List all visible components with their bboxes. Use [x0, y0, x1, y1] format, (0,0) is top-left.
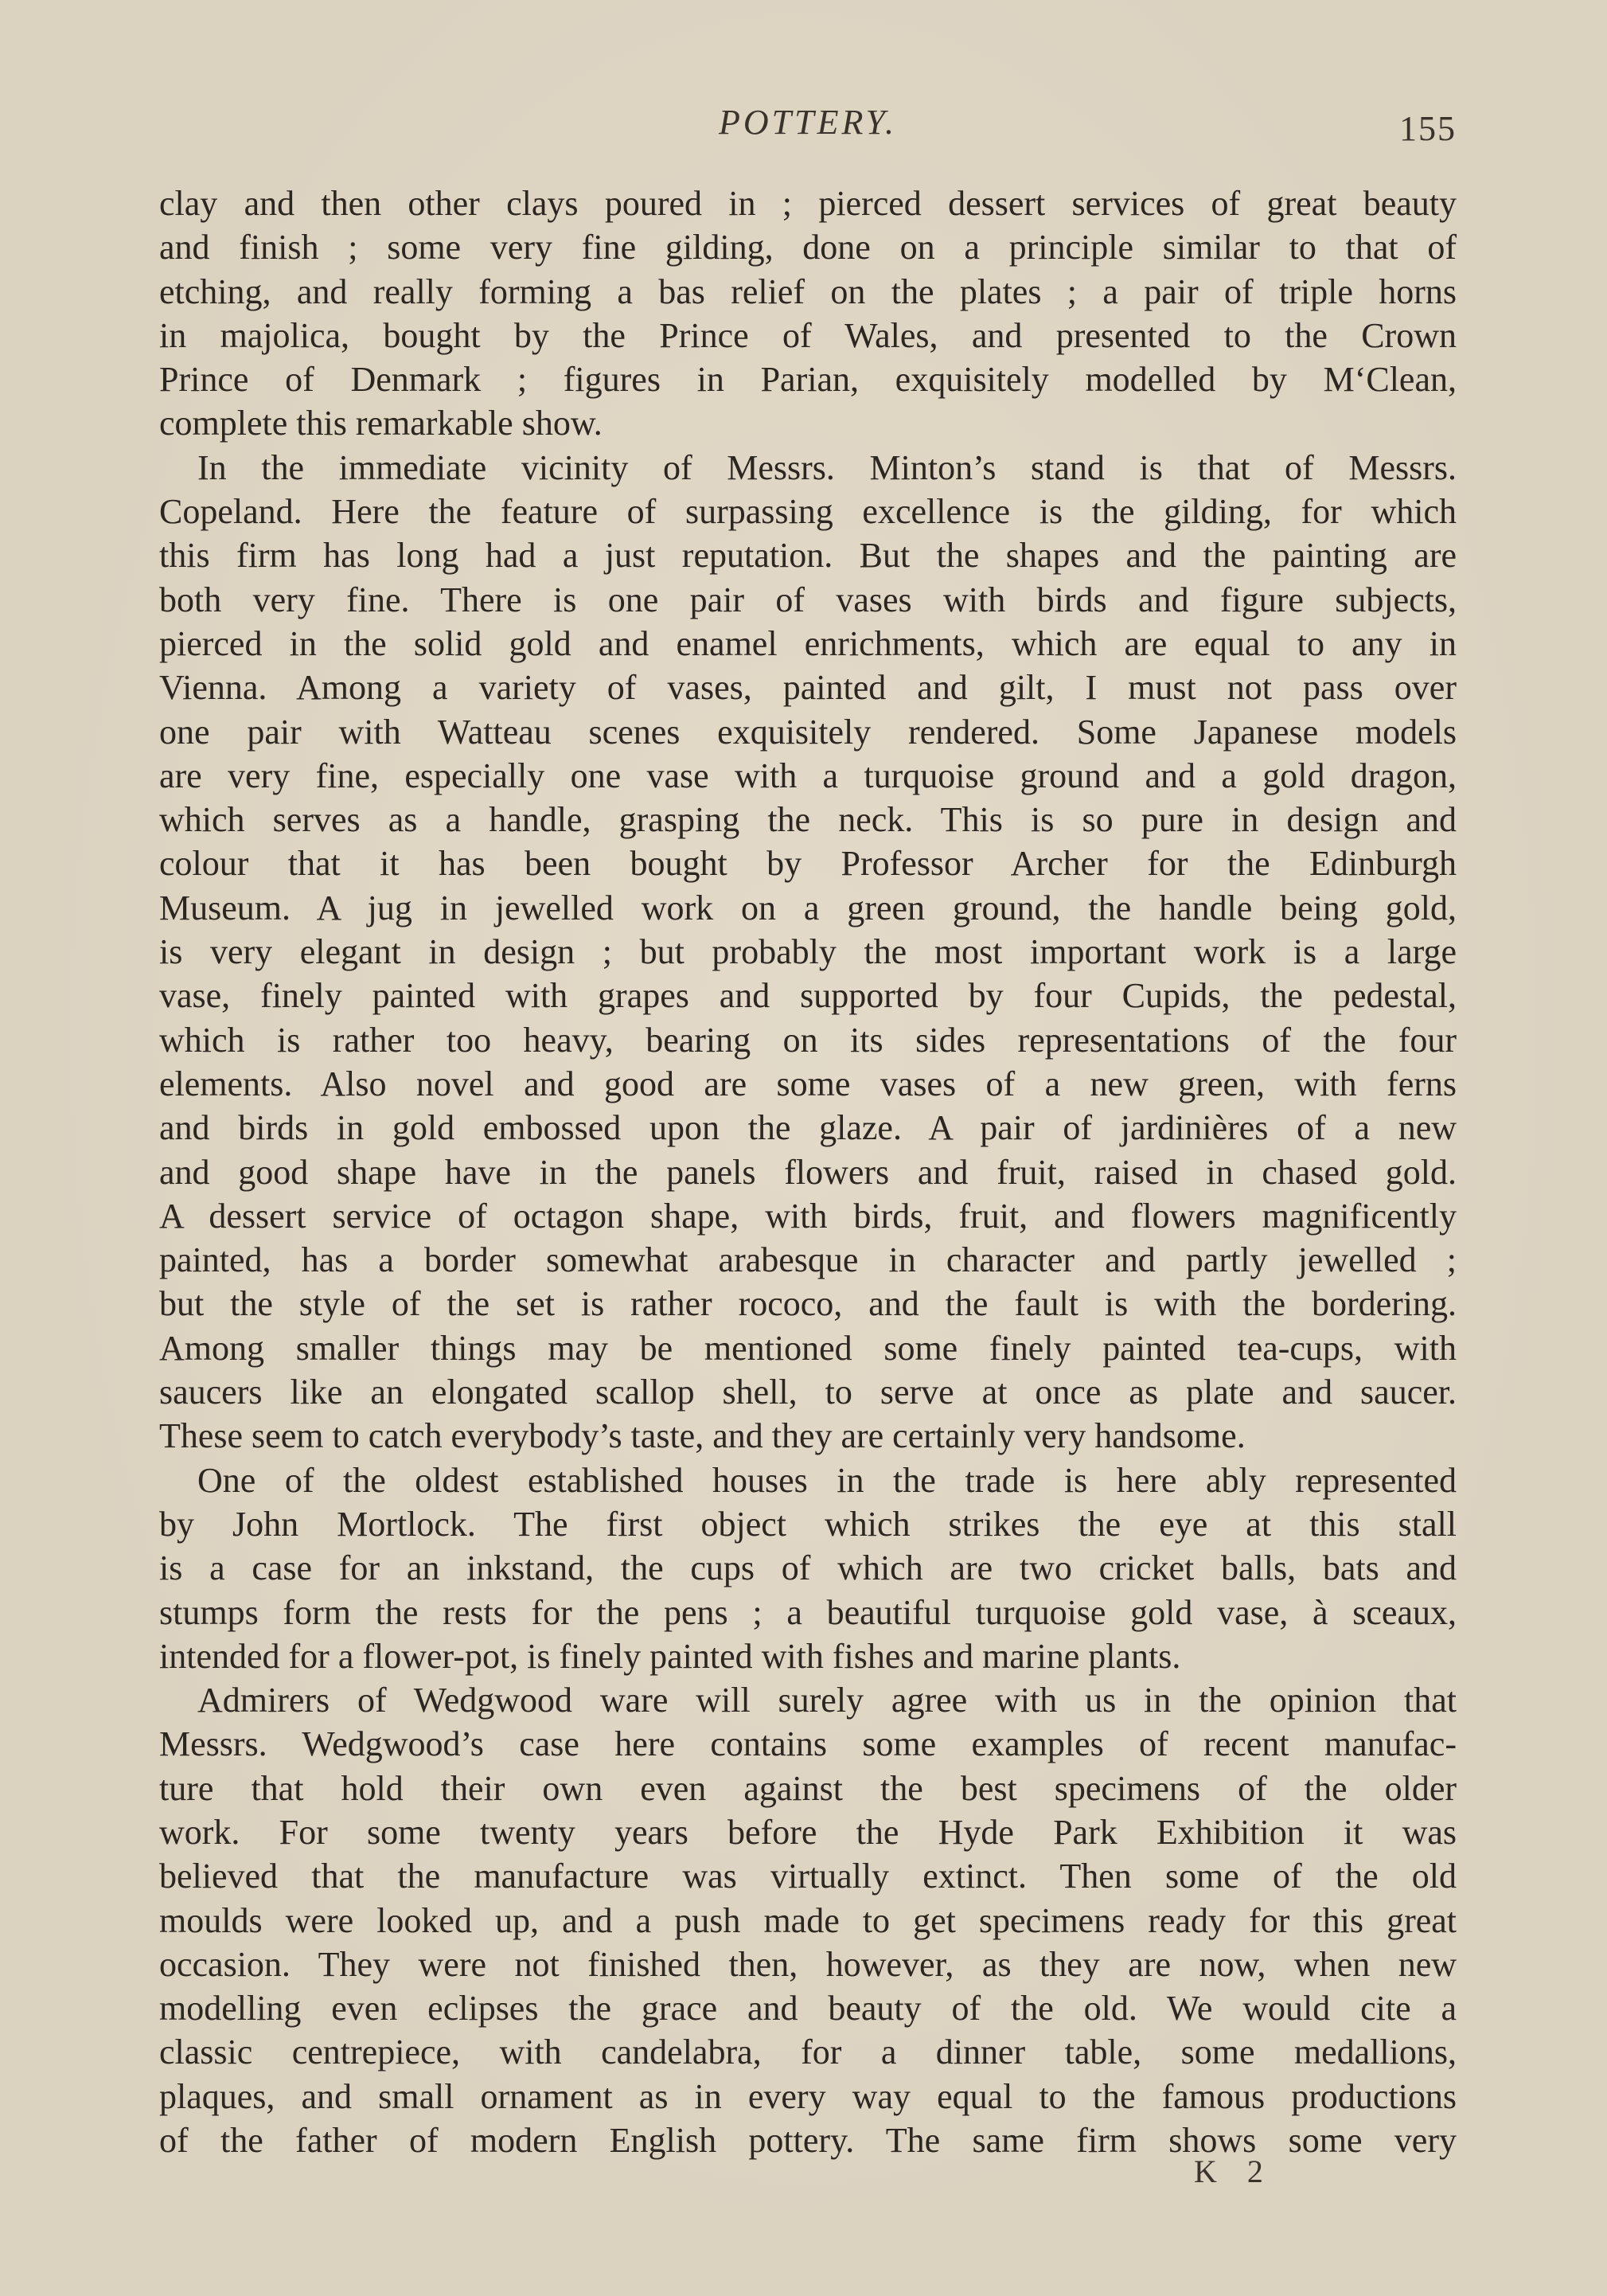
text-line: modelling even eclipses the grace and beauty of the old. We would cite a — [159, 1989, 1457, 2029]
text-line: complete this remarkable show. — [159, 404, 603, 443]
text-line: Museum. A jug in jewelled work on a green ground, the handle being gold, — [159, 888, 1457, 927]
text-line: etching, and really forming a bas relief on the plates ; a pair of triple horns — [159, 271, 1457, 311]
text-line: are very fine, especially one vase with a turquoise ground and a gold dragon, — [159, 756, 1457, 795]
text-line: of the father of modern English pottery. The same firm shows some very — [159, 2121, 1457, 2161]
text-line: and finish ; some very fine gilding, done on a principle similar to that of — [159, 228, 1457, 267]
text-line: Among smaller things may be mentioned some finely painted tea-cups, with — [159, 1328, 1457, 1368]
text-line: painted, has a border somewhat arabesque in character and partly jewelled ; — [159, 1240, 1457, 1280]
text-line: clay and then other clays poured in ; pierced dessert services of great beauty — [159, 184, 1457, 223]
text-line: pierced in the solid gold and enamel enrichments, which are equal to any in — [159, 623, 1457, 663]
text-line: but the style of the set is rather rococo, and the fault is with the bordering. — [159, 1284, 1457, 1324]
text-line: occasion. They were not finished then, however, as they are now, when new — [159, 1944, 1457, 1984]
text-line: and birds in gold embossed upon the glaze. A pair of jardinières of a new — [159, 1108, 1457, 1148]
paragraph-start: Admirers of Wedgwood ware will surely agree with us in the opinion that — [197, 1681, 1457, 1720]
text-line: elements. Also novel and good are some vases of a new green, with ferns — [159, 1064, 1457, 1103]
text-line: intended for a flower-pot, is finely painted with fishes and marine plants. — [159, 1636, 1181, 1676]
text-line: is a case for an inkstand, the cups of which are two cricket balls, bats and — [159, 1548, 1457, 1588]
page-number: 155 — [1399, 109, 1457, 148]
running-title: POTTERY. — [719, 103, 897, 142]
body-text — [159, 182, 1457, 2162]
running-head — [159, 102, 1457, 150]
text-line: both very fine. There is one pair of vases with birds and figure subjects, — [159, 580, 1457, 619]
text-line: one pair with Watteau scenes exquisitely rendered. Some Japanese models — [159, 712, 1457, 752]
text-line: These seem to catch everybody’s taste, and they are certainly very handsome. — [159, 1416, 1246, 1456]
text-line: is very elegant in design ; but probably the most important work is a large — [159, 932, 1457, 972]
text-line: plaques, and small ornament as in every way equal to the famous productions — [159, 2076, 1457, 2116]
text-line: moulds were looked up, and a push made to get specimens ready for this great — [159, 1900, 1457, 1940]
text-line: which is rather too heavy, bearing on its sides representations of the four — [159, 1020, 1457, 1060]
text-line: colour that it has been bought by Professor Archer for the Edinburgh — [159, 844, 1457, 884]
text-line: by John Mortlock. The first object which strikes the eye at this stall — [159, 1504, 1457, 1544]
text-line: Vienna. Among a variety of vases, painted and gilt, I must not pass over — [159, 668, 1457, 708]
signature-mark: K 2 — [1194, 2153, 1274, 2189]
paragraph-start: In the immediate vicinity of Messrs. Minton’s stand is that of Messrs. — [197, 447, 1457, 487]
text-line: believed that the manufacture was virtually extinct. Then some of the old — [159, 1857, 1457, 1896]
text-line: ture that hold their own even against the best specimens of the older — [159, 1768, 1457, 1808]
text-line: in majolica, bought by the Prince of Wales, and presented to the Crown — [159, 315, 1457, 355]
text-line: Messrs. Wedgwood’s case here contains some examples of recent manufac- — [159, 1724, 1457, 1764]
text-line: A dessert service of octagon shape, with birds, fruit, and flowers magnificently — [159, 1196, 1457, 1236]
text-line: classic centrepiece, with candelabra, for a dinner table, some medallions, — [159, 2032, 1457, 2072]
text-line: Copeland. Here the feature of surpassing excellence is the gilding, for which — [159, 492, 1457, 532]
text-line: this firm has long had a just reputation. But the shapes and the painting are — [159, 536, 1457, 576]
text-line: saucers like an elongated scallop shell, to serve at once as plate and saucer. — [159, 1373, 1457, 1412]
text-line: which serves as a handle, grasping the neck. This is so pure in design and — [159, 800, 1457, 840]
text-line: work. For some twenty years before the Hyde Park Exhibition it was — [159, 1812, 1457, 1852]
paragraph-start: One of the oldest established houses in the trade is here ably represented — [197, 1460, 1457, 1500]
text-line: stumps form the rests for the pens ; a beautiful turquoise gold vase, à sceaux, — [159, 1592, 1457, 1632]
text-line: and good shape have in the panels flowers and fruit, raised in chased gold. — [159, 1152, 1457, 1192]
text-line: Prince of Denmark ; figures in Parian, exquisitely modelled by M‘Clean, — [159, 360, 1457, 400]
text-line: vase, finely painted with grapes and supported by four Cupids, the pedestal, — [159, 976, 1457, 1016]
